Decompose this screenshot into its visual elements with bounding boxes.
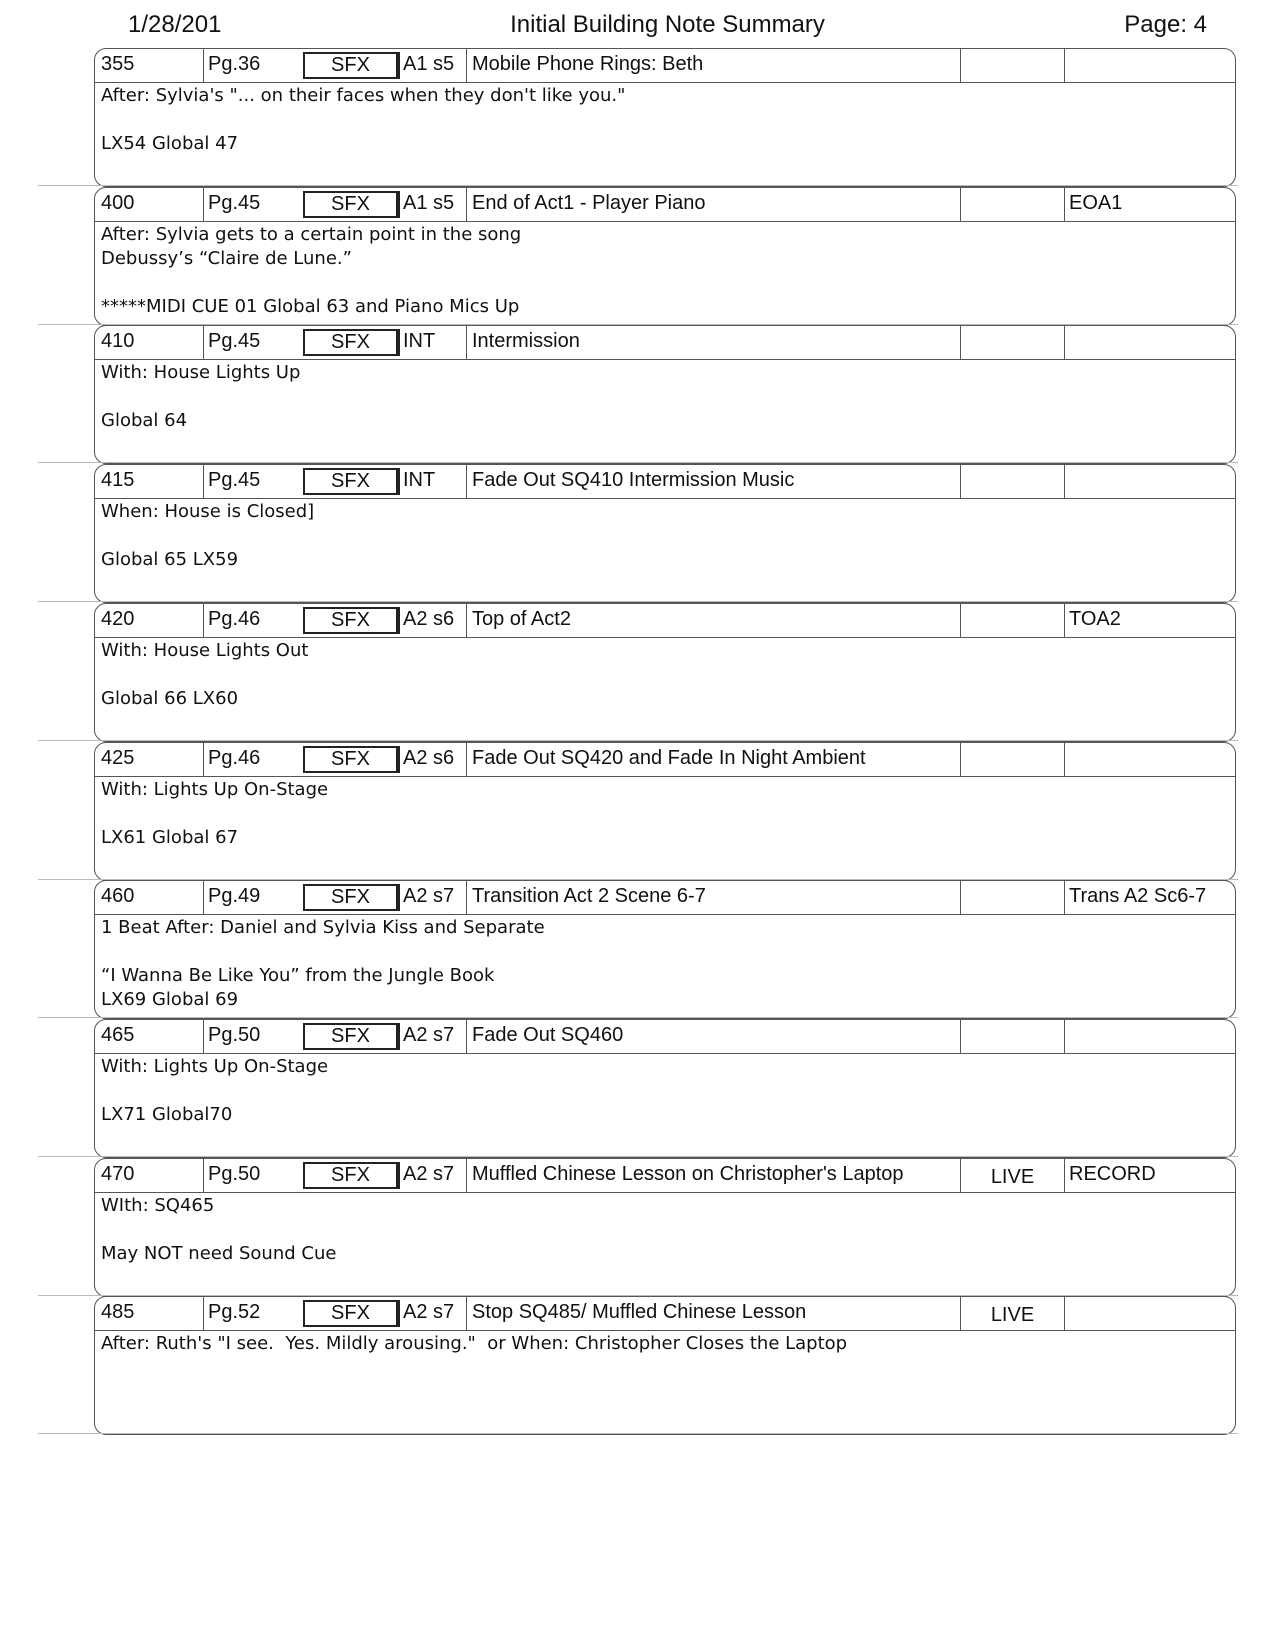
cue-card	[94, 1158, 1236, 1297]
cue-note	[1064, 465, 1234, 498]
cue-act-scene: INT	[403, 330, 436, 352]
report-title: Initial Building Note Summary	[510, 11, 825, 38]
cue-header-row	[95, 188, 1235, 222]
cue-live-flag	[960, 604, 1064, 637]
cue-card	[94, 880, 1236, 1019]
cue-body-text: With: Lights Up On-Stage LX61 Global 67	[101, 779, 329, 848]
print-date: 1/28/201	[128, 11, 222, 38]
cue-card	[94, 464, 1236, 603]
cue-description: Intermission	[466, 326, 956, 359]
cue-live-flag	[960, 49, 1064, 82]
cue-script-page: Pg.36	[203, 49, 295, 82]
cue-description: Fade Out SQ460	[466, 1020, 956, 1053]
cue-body-text: With: House Lights Up Global 64	[101, 362, 301, 431]
row-divider	[38, 601, 1238, 602]
cue-type-cell	[303, 743, 400, 776]
cue-number: 470	[101, 1163, 135, 1185]
cue-note: Trans A2 Sc6-7	[1064, 881, 1234, 914]
cue-header-row	[95, 1297, 1235, 1331]
cue-number: 410	[101, 330, 135, 352]
cue-body-text: After: Sylvia gets to a certain point in the song Debussy’s “Claire de Lune.” *****MIDI CUE 01 Global 63 and Piano Mics Up	[101, 224, 522, 317]
cue-type-cell	[303, 881, 400, 914]
cue-type-cell	[303, 326, 400, 359]
cue-card	[94, 325, 1236, 464]
row-divider	[38, 1433, 1238, 1434]
cue-live-flag	[960, 465, 1064, 498]
cue-body-text: With: Lights Up On-Stage LX71 Global70	[101, 1056, 329, 1125]
cue-type-badge: SFX	[303, 1023, 400, 1050]
cue-card	[94, 603, 1236, 742]
cue-description: Transition Act 2 Scene 6-7	[466, 881, 956, 914]
cue-header-row	[95, 326, 1235, 360]
cue-note: TOA2	[1064, 604, 1234, 637]
cue-type-badge: SFX	[303, 607, 400, 634]
cue-type-badge: SFX	[303, 468, 400, 495]
row-divider	[38, 740, 1238, 741]
cue-number: 400	[101, 192, 135, 214]
cue-description: Stop SQ485/ Muffled Chinese Lesson	[466, 1297, 956, 1330]
cue-type-cell	[303, 604, 400, 637]
cue-live-flag: LIVE	[960, 1159, 1064, 1192]
cue-type-cell	[303, 1297, 400, 1330]
cue-header-row	[95, 1159, 1235, 1193]
cue-card	[94, 1019, 1236, 1158]
cue-act-scene: A2 s7	[403, 1024, 455, 1046]
cue-act-scene: A2 s6	[403, 608, 455, 630]
row-divider	[38, 1156, 1238, 1157]
cue-header-row	[95, 1020, 1235, 1054]
cue-body-text: After: Sylvia's "... on their faces when they don't like you." LX54 Global 47	[101, 85, 626, 154]
cue-header-row	[95, 743, 1235, 777]
cue-script-page: Pg.50	[203, 1159, 295, 1192]
cue-act-scene: A2 s7	[403, 885, 455, 907]
cue-type-cell	[303, 188, 400, 221]
cue-description: End of Act1 - Player Piano	[466, 188, 956, 221]
cue-act-scene: A1 s5	[403, 53, 455, 75]
cue-description: Fade Out SQ410 Intermission Music	[466, 465, 956, 498]
cue-description: Mobile Phone Rings: Beth	[466, 49, 956, 82]
cue-live-flag	[960, 188, 1064, 221]
cue-note	[1064, 326, 1234, 359]
cue-body-text: With: House Lights Out Global 66 LX60	[101, 640, 309, 709]
cue-act-scene: INT	[403, 469, 436, 491]
cue-description: Top of Act2	[466, 604, 956, 637]
cue-type-badge: SFX	[303, 191, 400, 218]
row-divider	[38, 462, 1238, 463]
cue-card	[94, 48, 1236, 187]
row-divider	[38, 185, 1238, 186]
cue-type-cell	[303, 465, 400, 498]
row-divider	[38, 1017, 1238, 1018]
cue-card	[94, 1296, 1236, 1435]
cue-body-text: 1 Beat After: Daniel and Sylvia Kiss and Separate “I Wanna Be Like You” from the Jungle Book LX69 Global 69	[101, 917, 545, 1010]
page-number: Page: 4	[1124, 11, 1207, 38]
cue-script-page: Pg.49	[203, 881, 295, 914]
cue-script-page: Pg.52	[203, 1297, 295, 1330]
cue-note	[1064, 1020, 1234, 1053]
cue-act-scene: A1 s5	[403, 192, 455, 214]
cue-number: 415	[101, 469, 135, 491]
cue-live-flag: LIVE	[960, 1297, 1064, 1330]
cue-description: Fade Out SQ420 and Fade In Night Ambient	[466, 743, 956, 776]
cue-type-cell	[303, 1020, 400, 1053]
cue-script-page: Pg.45	[203, 465, 295, 498]
cue-header-row	[95, 604, 1235, 638]
cue-script-page: Pg.45	[203, 188, 295, 221]
cue-header-row	[95, 49, 1235, 83]
cue-act-scene: A2 s7	[403, 1301, 455, 1323]
cue-card	[94, 187, 1236, 326]
cue-header-row	[95, 881, 1235, 915]
cue-number: 465	[101, 1024, 135, 1046]
cue-live-flag	[960, 1020, 1064, 1053]
cue-note	[1064, 743, 1234, 776]
cue-description: Muffled Chinese Lesson on Christopher's Laptop	[466, 1159, 956, 1192]
cue-live-flag	[960, 326, 1064, 359]
cue-number: 485	[101, 1301, 135, 1323]
cue-act-scene: A2 s6	[403, 747, 455, 769]
cue-act-scene: A2 s7	[403, 1163, 455, 1185]
cue-number: 425	[101, 747, 135, 769]
cue-type-badge: SFX	[303, 1300, 400, 1327]
cue-type-badge: SFX	[303, 1162, 400, 1189]
cue-note: RECORD	[1064, 1159, 1234, 1192]
cue-script-page: Pg.50	[203, 1020, 295, 1053]
cue-header-row	[95, 465, 1235, 499]
cue-type-badge: SFX	[303, 884, 400, 911]
cue-number: 460	[101, 885, 135, 907]
cue-type-cell	[303, 1159, 400, 1192]
cue-number: 355	[101, 53, 135, 75]
cue-live-flag	[960, 743, 1064, 776]
cue-type-cell	[303, 49, 400, 82]
cue-body-text: After: Ruth's "I see. Yes. Mildly arousing." or When: Christopher Closes the Laptop	[101, 1333, 848, 1354]
cue-type-badge: SFX	[303, 52, 400, 79]
cue-type-badge: SFX	[303, 746, 400, 773]
cue-script-page: Pg.46	[203, 604, 295, 637]
cue-number: 420	[101, 608, 135, 630]
cue-body-text: When: House is Closed] Global 65 LX59	[101, 501, 315, 570]
cue-note: EOA1	[1064, 188, 1234, 221]
cue-note	[1064, 49, 1234, 82]
cue-note	[1064, 1297, 1234, 1330]
cue-live-flag	[960, 881, 1064, 914]
cue-script-page: Pg.45	[203, 326, 295, 359]
cue-type-badge: SFX	[303, 329, 400, 356]
cue-body-text: WIth: SQ465 May NOT need Sound Cue	[101, 1195, 337, 1264]
cue-card	[94, 742, 1236, 881]
cue-script-page: Pg.46	[203, 743, 295, 776]
